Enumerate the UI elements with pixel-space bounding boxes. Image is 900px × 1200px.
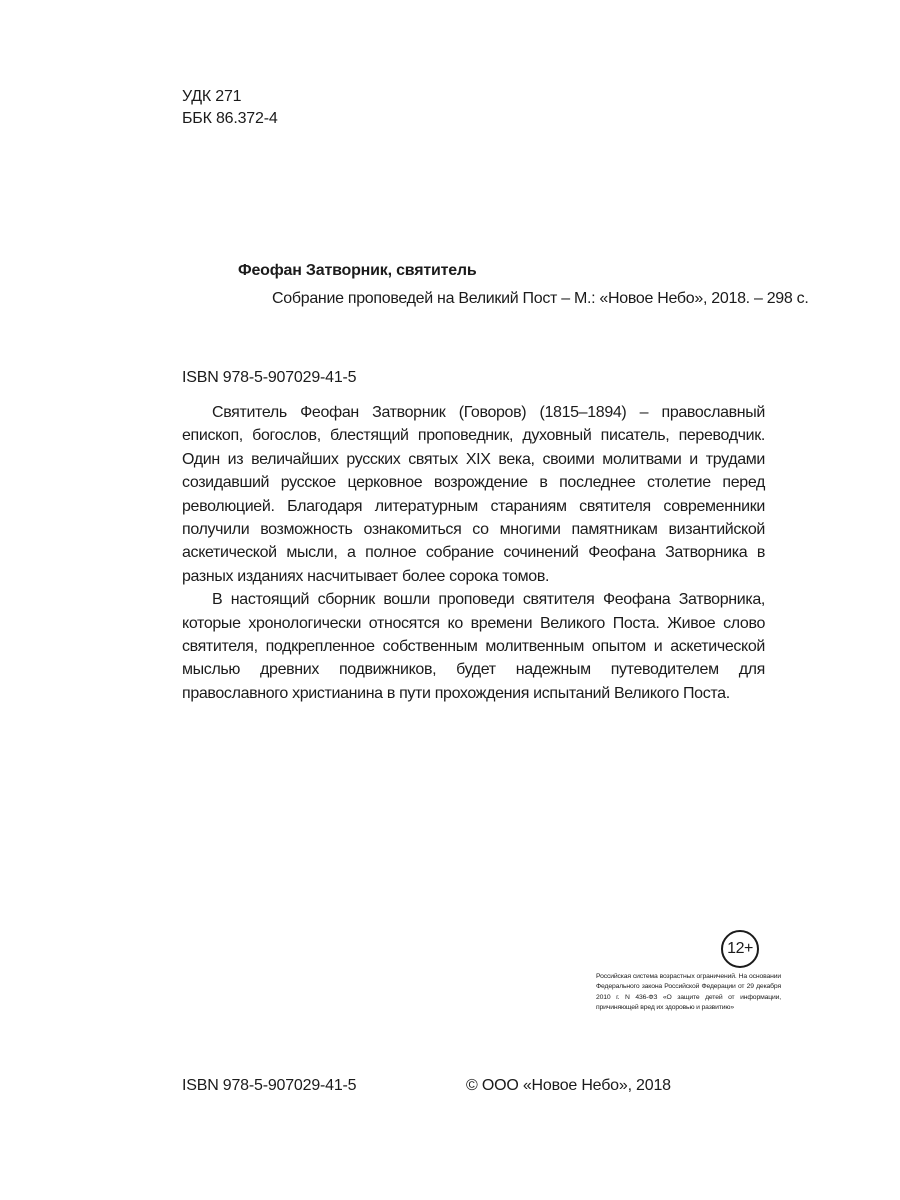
- author-heading: Феофан Затворник, святитель: [238, 262, 477, 279]
- isbn-top: ISBN 978-5-907029-41-5: [182, 369, 357, 386]
- footer-isbn: ISBN 978-5-907029-41-5: [182, 1077, 357, 1094]
- age-rating-badge: [721, 930, 759, 968]
- bbk-code: ББК 86.372-4: [182, 110, 278, 127]
- annotation: [182, 401, 765, 705]
- age-rating-label: 12+: [727, 940, 753, 957]
- annotation-paragraph-1: Святитель Феофан Затворник (Говоров) (1815–1894) – православный епископ, богослов, блестящий проповедник, духовный писатель, переводчик. Один из величайших русских святых XIX века, своими молитвами и трудами созидавший русское церковное возрождение в последнее столетие перед революцией. Благодаря литературным стараниям святителя современники получили возможность ознакомиться со многими памятникам византийской аскетической мысли, а полное собрание сочинений Феофана Затворника в разных изданиях насчитывает более сорока томов.: [182, 404, 765, 585]
- udk-code: УДК 271: [182, 88, 242, 105]
- bibliographic-description: Собрание проповедей на Великий Пост – М.: «Новое Небо», 2018. – 298 с.: [272, 290, 809, 307]
- classification-block: [182, 86, 278, 130]
- age-rating-note: Российская система возрастных ограничений. На основании Федерального закона Российской Федерации от 29 декабря 2010 г. N 436-ФЗ «О защите детей от информации, причиняющей вред их здоровью и развитию»: [596, 973, 781, 1011]
- annotation-paragraph-2: В настоящий сборник вошли проповеди святителя Феофана Затворника, которые хронологически относятся ко времени Великого Поста. Живое слово святителя, подкрепленное собственным молитвенным опытом и аскетической мыслью древних подвижников, будет надежным путеводителем для православного христианина в пути прохождения испытаний Великого Поста.: [182, 591, 765, 702]
- footer-copyright: © ООО «Новое Небо», 2018: [466, 1077, 671, 1094]
